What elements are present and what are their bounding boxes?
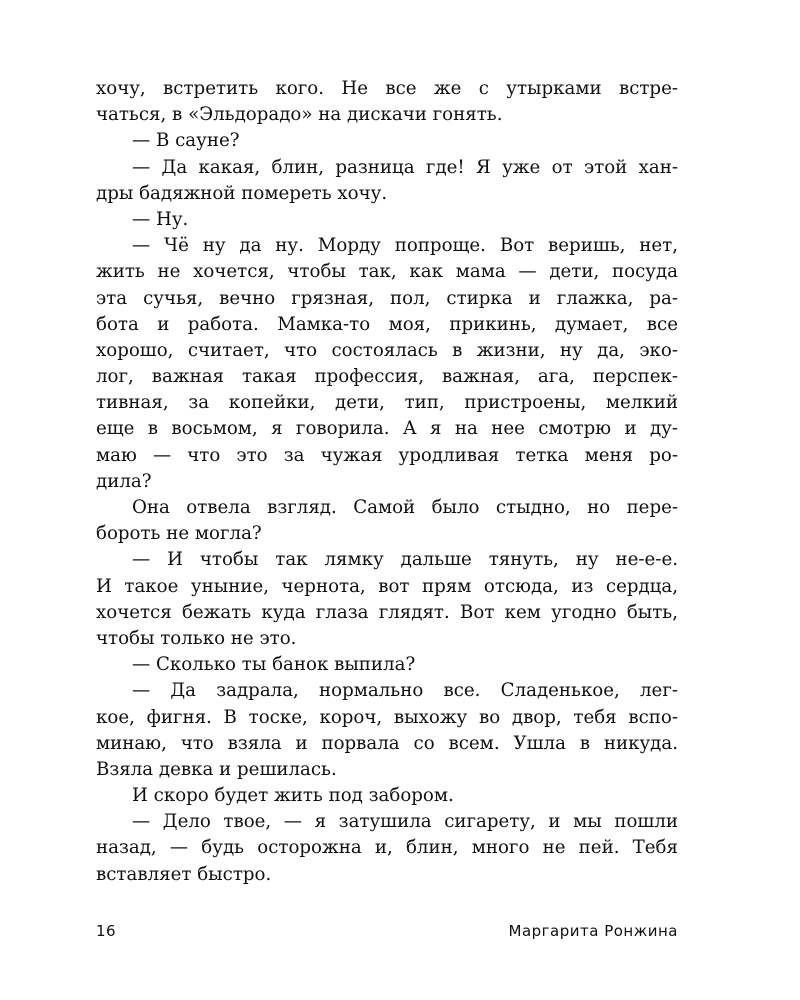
text-line: хорошо, считает, что состоялась в жизни, ну да, эко- <box>96 339 678 361</box>
text-line: — Сколько ты банок выпила? <box>132 654 416 676</box>
text-line: еще в восьмом, я говорила. А я на нее смотрю и ду- <box>96 418 678 440</box>
text-line: — Чё ну да ну. Морду попроще. Вот веришь, нет, <box>132 235 678 257</box>
text-line: дила? <box>96 470 152 492</box>
text-line: хочу, встретить кого. Не все же с утырками встре- <box>96 78 678 99</box>
text-line: дры бадяжной помереть хочу. <box>96 182 388 204</box>
text-line: — В сауне? <box>132 130 240 152</box>
text-line: жить не хочется, чтобы так, как мама — дети, посуда <box>96 261 678 283</box>
text-line: минаю, что взяла и порвала со всем. Ушла в никуда. <box>96 732 678 754</box>
text-line: чаться, в «Эльдорадо» на дискачи гонять. <box>96 104 503 126</box>
text-line: — Да задрала, нормально все. Сладенькое, лег- <box>132 680 678 702</box>
text-line: — Дело твое, — я затушила сигарету, и мы пошли <box>132 811 678 833</box>
text-line: хочется бежать куда глаза глядят. Вот кем угодно быть, <box>96 601 678 623</box>
text-line: И скоро будет жить под забором. <box>132 785 454 807</box>
text-line: — И чтобы так лямку дальше тянуть, ну не-е-е. <box>132 549 678 571</box>
text-line: — Ну. <box>132 208 189 230</box>
text-line: вставляет быстро. <box>96 863 272 885</box>
text-line: маю — что это за чужая уродливая тетка меня ро- <box>96 444 678 466</box>
text-line: И такое уныние, чернота, вот прям отсюда, из сердца, <box>96 575 678 597</box>
text-line: эта сучья, вечно грязная, пол, стирка и глажка, ра- <box>96 287 678 309</box>
text-line: бороть не могла? <box>96 523 262 545</box>
text-line: лог, важная такая профессия, важная, ага, перспек- <box>96 366 678 388</box>
text-line: тивная, за копейки, дети, тип, пристроены, мелкий <box>96 392 678 414</box>
body-text <box>96 76 678 888</box>
text-line: бота и работа. Мамка-то моя, прикинь, думает, все <box>96 313 678 335</box>
text-line: кое, фигня. В тоске, короч, выхожу во двор, тебя вспо- <box>96 706 678 728</box>
page-number: 16 <box>96 922 117 940</box>
text-line: Она отвела взгляд. Самой было стыдно, но пере- <box>132 497 678 518</box>
text-line: — Да какая, блин, разница где! Я уже от этой хан- <box>132 156 678 178</box>
text-line: назад, — будь осторожна и, блин, много не пей. Тебя <box>96 837 678 859</box>
running-footer-author: Маргарита Ронжина <box>508 922 678 940</box>
text-line: Взяла девка и решилась. <box>96 758 337 780</box>
text-line: чтобы только не это. <box>96 627 297 649</box>
